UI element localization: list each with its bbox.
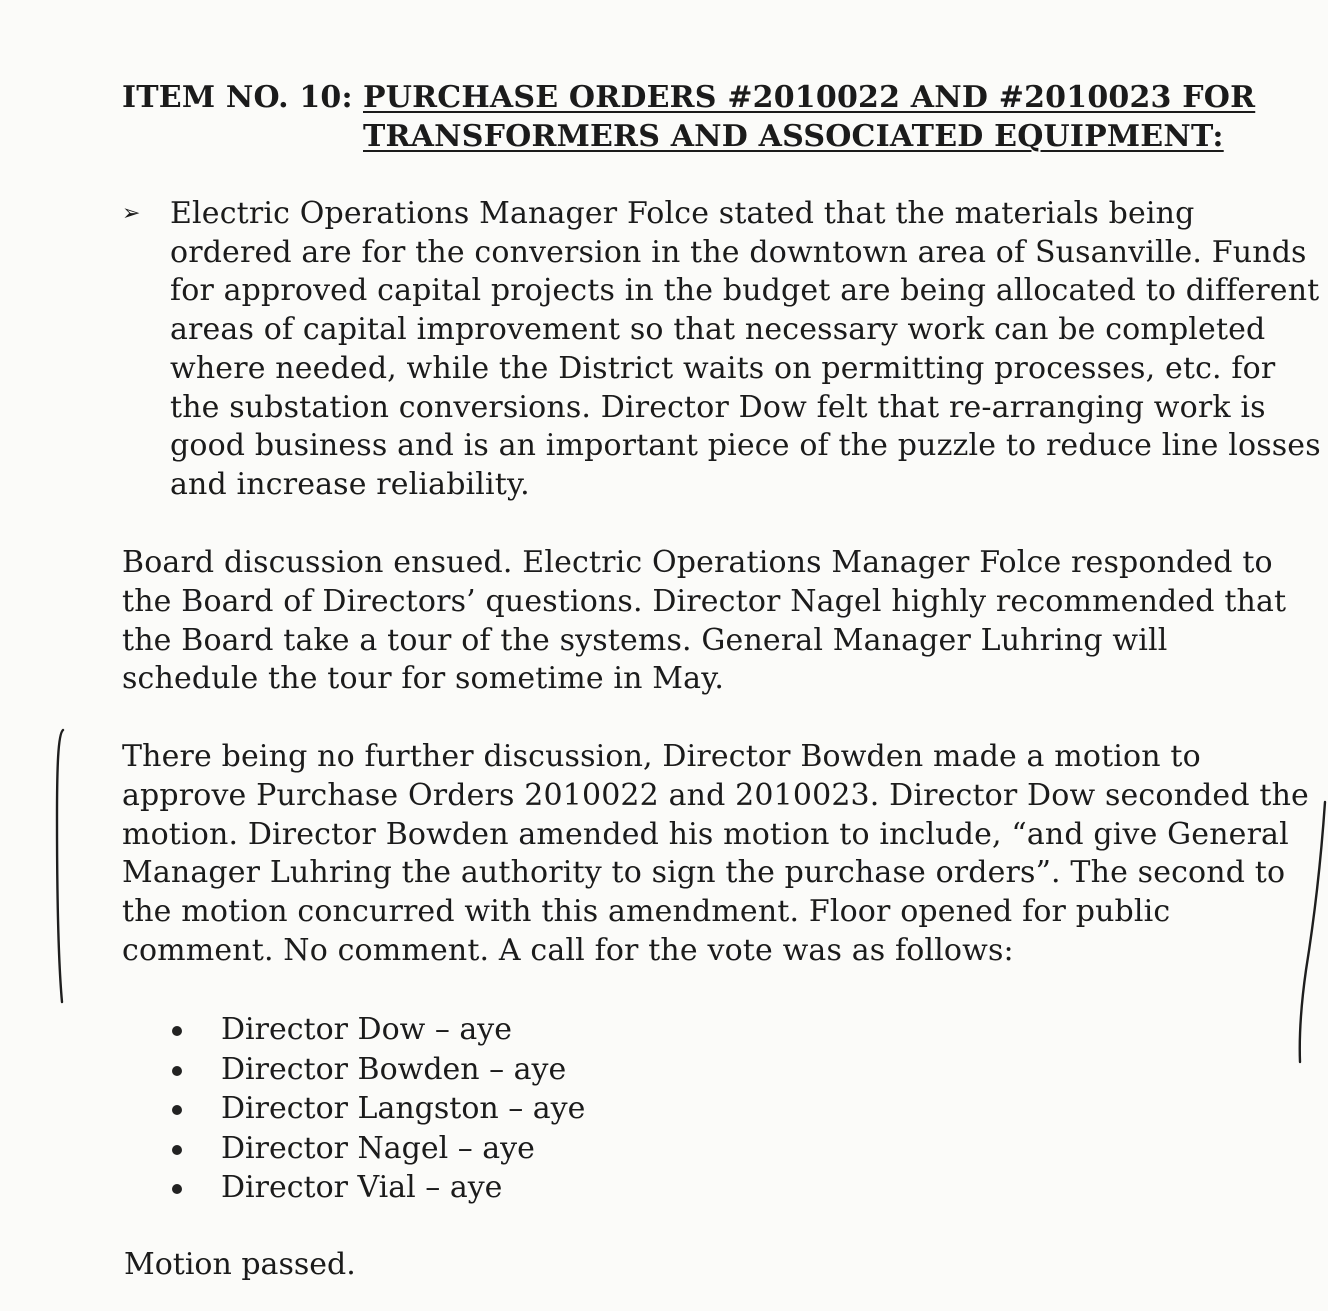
motion-line: approve Purchase Orders 2010022 and 2010023. Director Dow seconded the <box>122 777 1309 813</box>
motion-line: motion. Director Bowden amended his motion to include, “and give General <box>122 816 1289 852</box>
motion-line: comment. No comment. A call for the vote was as follows: <box>122 932 1014 968</box>
bullet-line: for approved capital projects in the budget are being allocated to different <box>170 273 1320 309</box>
bullet-line: good business and is an important piece of the puzzle to reduce line losses <box>170 428 1321 464</box>
bullet-line: ordered are for the conversion in the downtown area of Susanville. Funds <box>170 234 1307 270</box>
item-title-line-1: PURCHASE ORDERS #2010022 AND #2010023 FOR <box>363 80 1256 115</box>
vote-item <box>165 1089 585 1129</box>
vote-text: Director Bowden – aye <box>221 1051 567 1087</box>
vote-list <box>165 1010 585 1208</box>
discussion-line: the Board take a tour of the systems. General Manager Luhring will <box>122 622 1168 658</box>
margin-bracket-right <box>1292 800 1328 1070</box>
discussion-line: Board discussion ensued. Electric Operations Manager Folce responded to <box>122 545 1273 580</box>
bullet-dot-icon <box>172 1184 182 1194</box>
item-title-line-2: TRANSFORMERS AND ASSOCIATED EQUIPMENT: <box>363 119 1224 154</box>
vote-text: Director Dow – aye <box>221 1012 512 1047</box>
vote-item <box>165 1010 585 1050</box>
bullet-line: the substation conversions. Director Dow felt that re-arranging work is <box>170 389 1266 425</box>
arrow-bullet-icon: ➢ <box>122 201 141 226</box>
motion-result: Motion passed. <box>124 1247 356 1282</box>
vote-text: Director Vial – aye <box>221 1170 503 1205</box>
margin-bracket-left <box>54 728 66 1004</box>
bullet-line: areas of capital improvement so that necessary work can be completed <box>170 312 1266 348</box>
motion-line: There being no further discussion, Director Bowden made a motion to <box>122 739 1201 774</box>
vote-item <box>165 1129 585 1169</box>
bullet-dot-icon <box>172 1145 182 1155</box>
bullet-dot-icon <box>172 1066 182 1076</box>
discussion-line: schedule the tour for sometime in May. <box>122 661 725 697</box>
bullet-dot-icon <box>172 1026 182 1036</box>
item-number: ITEM NO. 10: <box>122 80 353 115</box>
bullet-dot-icon <box>172 1105 182 1115</box>
vote-item <box>165 1168 585 1208</box>
motion-line: Manager Luhring the authority to sign the purchase orders”. The second to <box>122 855 1286 891</box>
bullet-line: where needed, while the District waits on permitting processes, etc. for <box>170 350 1276 386</box>
item-title <box>363 78 1263 156</box>
bullet-text <box>170 195 1321 505</box>
vote-item <box>165 1050 585 1090</box>
bullet-line: and increase reliability. <box>170 466 530 502</box>
motion-line: the motion concurred with this amendment. Floor opened for public <box>122 894 1171 930</box>
discussion-line: the Board of Directors’ questions. Director Nagel highly recommended that <box>122 583 1287 619</box>
vote-text: Director Nagel – aye <box>221 1130 535 1166</box>
motion-paragraph <box>122 738 1309 971</box>
bullet-line: Electric Operations Manager Folce stated that the materials being <box>170 196 1195 231</box>
discussion-paragraph <box>122 544 1287 699</box>
vote-text: Director Langston – aye <box>221 1091 586 1126</box>
